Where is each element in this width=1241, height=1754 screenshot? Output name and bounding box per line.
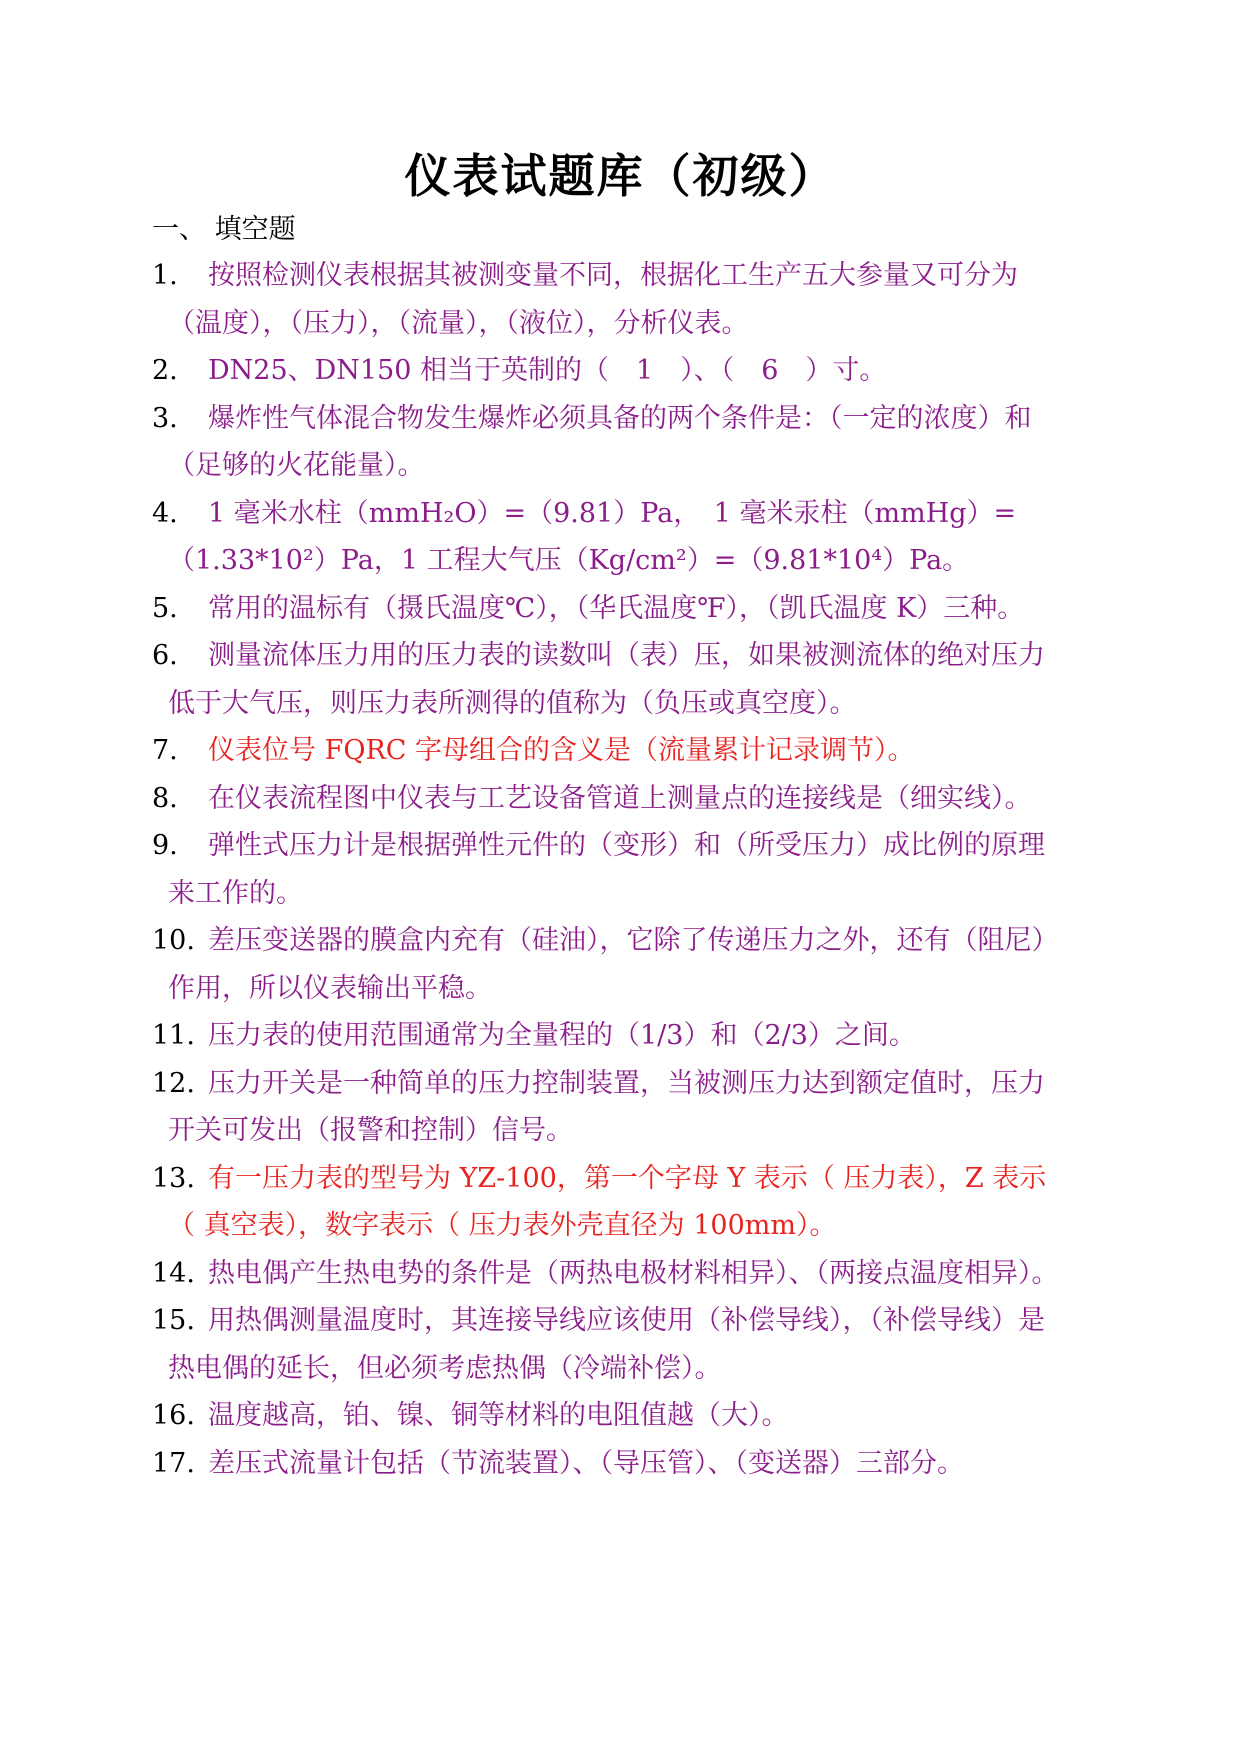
question-text: 仪表位号 FQRC 字母组合的含义是（流量累计记录调节）。 (208, 735, 915, 766)
question-text: 常用的温标有（摄氏温度℃），（华氏温度℉），（凯氏温度 K）三种。 (208, 592, 1025, 624)
question-number: 3. (152, 402, 178, 434)
question-number: 15. (152, 1305, 195, 1336)
question-item (152, 1392, 1070, 1440)
question-number: 11. (152, 1020, 195, 1051)
question-text: 温度越高，铂、镍、铜等材料的电阻值越（大）。 (208, 1400, 789, 1431)
question-item (152, 1155, 1070, 1250)
question-number: 5. (152, 592, 178, 624)
question-number: 2. (152, 355, 178, 386)
question-number: 4. (152, 497, 178, 529)
question-item (152, 822, 1070, 917)
question-item (152, 490, 1070, 585)
question-number: 12. (152, 1067, 195, 1099)
question-item (152, 917, 1070, 1012)
question-number: 7. (152, 735, 178, 766)
question-item (152, 1060, 1070, 1155)
question-item (152, 395, 1070, 490)
question-text: 在仪表流程图中仪表与工艺设备管道上测量点的连接线是（细实线）。 (208, 782, 1032, 814)
question-number: 6. (152, 640, 178, 671)
question-number: 17. (152, 1447, 195, 1479)
question-number: 13. (152, 1162, 195, 1194)
question-item (152, 1012, 1070, 1060)
question-text: 差压变送器的膜盒内充有（硅油），它除了传递压力之外，还有（阻尼）作用，所以仪表输出平稳。 (168, 925, 1059, 1004)
question-number: 9. (152, 830, 178, 861)
question-text: 弹性式压力计是根据弹性元件的（变形）和（所受压力）成比例的原理来工作的。 (168, 830, 1045, 909)
question-item (152, 347, 1070, 395)
question-item (152, 775, 1070, 823)
question-text: 差压式流量计包括（节流装置）、（导压管）、（变送器）三部分。 (208, 1447, 964, 1479)
document-title: 仪表试题库（初级） (404, 149, 837, 203)
question-text: DN25、DN150 相当于英制的（ 1 ）、（ 6 ）寸。 (208, 355, 887, 386)
question-text: 爆炸性气体混合物发生爆炸必须具备的两个条件是：（一定的浓度）和（足够的火花能量）。 (168, 402, 1032, 481)
question-text: 测量流体压力用的压力表的读数叫（表）压，如果被测流体的绝对压力低于大气压，则压力表所测得的值称为（负压或真空度）。 (168, 640, 1045, 719)
question-number: 8. (152, 782, 178, 814)
question-number: 16. (152, 1400, 195, 1431)
question-item (152, 727, 1070, 775)
question-item (152, 1250, 1070, 1298)
question-text: 压力开关是一种简单的压力控制装置，当被测压力达到额定值时，压力开关可发出（报警和控制）信号。 (168, 1067, 1045, 1146)
question-text: 1 毫米水柱（mmH₂O）=（9.81）Pa， 1 毫米汞柱（mmHg）=（1.33*10²）Pa，1 工程大气压（Kg/cm²）=（9.81*10⁴）Pa。 (168, 497, 1017, 576)
section-heading: 一、 填空题 (152, 214, 296, 245)
question-item (152, 1440, 1070, 1488)
question-item (152, 1297, 1070, 1392)
question-number: 14. (152, 1257, 195, 1289)
question-item (152, 252, 1070, 347)
question-text: 压力表的使用范围通常为全量程的（1/3）和（2/3）之间。 (208, 1020, 916, 1051)
question-text: 用热偶测量温度时，其连接导线应该使用（补偿导线），（补偿导线）是热电偶的延长，但必须考虑热偶（冷端补偿）。 (168, 1305, 1045, 1384)
question-item (152, 632, 1070, 727)
question-list (152, 252, 1070, 1487)
question-number: 1. (152, 260, 178, 291)
question-text: 按照检测仪表根据其被测变量不同，根据化工生产五大参量又可分为（温度），（压力），（流量），（液位），分析仪表。 (168, 260, 1018, 339)
question-text: 有一压力表的型号为 YZ-100，第一个字母 Y 表示（ 压力表），Z 表示（ 真空表），数字表示（ 压力表外壳直径为 100mm）。 (168, 1162, 1047, 1241)
question-item (152, 585, 1070, 633)
question-number: 10. (152, 925, 195, 956)
question-text: 热电偶产生热电势的条件是（两热电极材料相异）、（两接点温度相异）。 (208, 1257, 1059, 1289)
